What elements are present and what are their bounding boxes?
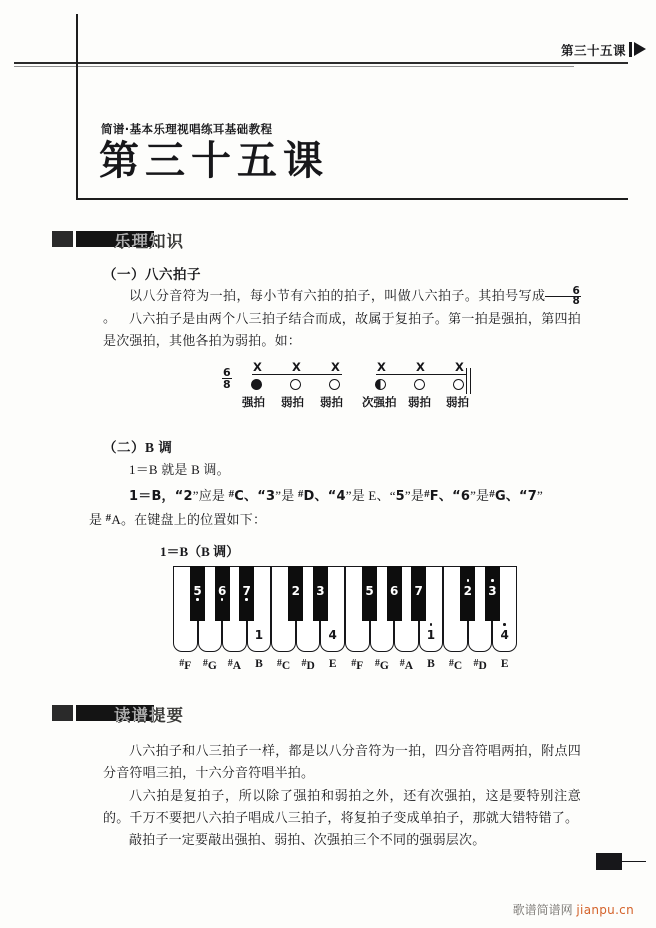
paragraph-six-eight-2: 八六拍子是由两个八三拍子结合而成，故属于复拍子。第一拍是强拍，第四拍是次强拍，其他各拍为弱拍。如： — [103, 311, 581, 348]
note-letter: C — [453, 660, 463, 672]
rhythm-beat-label: 弱拍 — [408, 395, 431, 409]
rhythm-diagram — [222, 360, 472, 416]
note-letter: F — [356, 660, 364, 672]
scale-degree: 6 — [460, 489, 471, 504]
paragraph-period: 。 — [103, 310, 117, 325]
rhythm-beat-label: 次强拍 — [362, 395, 397, 409]
note-letter: D — [478, 660, 487, 672]
scale-degree: 7 — [527, 489, 538, 504]
paragraph-b-key-2 — [103, 483, 595, 508]
sharp-sign: # — [105, 512, 112, 524]
scale-text-part: ”是 — [275, 488, 298, 503]
piano-key-number: 2 — [291, 584, 301, 598]
time-signature-numerator: 6 — [545, 287, 581, 297]
rhythm-stroke: X — [292, 360, 301, 374]
note-name: G、“ — [494, 489, 528, 504]
octave-dot — [196, 598, 199, 601]
header-rule — [14, 62, 628, 64]
sharp-sign: # — [227, 658, 233, 669]
note-name: F、“ — [429, 489, 461, 504]
rhythm-stroke: X — [455, 360, 464, 374]
sharp-sign: # — [448, 658, 454, 669]
sharp-sign: # — [424, 488, 430, 500]
sharp-sign: # — [297, 488, 304, 500]
rhythm-beat-label: 弱拍 — [446, 395, 469, 409]
scale-text-part: ” — [537, 488, 544, 503]
scale-degree: 3 — [265, 489, 276, 504]
sharp-sign: # — [399, 658, 405, 669]
scale-text-part: ”应是 — [192, 488, 229, 503]
title-frame-vertical-rule — [76, 14, 78, 200]
heading-block-small — [52, 705, 73, 721]
sharp-sign: # — [351, 658, 357, 669]
section-heading-label: 乐理知识 — [114, 232, 184, 251]
rhythm-note-weak — [414, 379, 425, 390]
rhythm-stroke: X — [377, 360, 386, 374]
footer-rule — [622, 861, 646, 862]
section-heading-score-reading — [52, 703, 232, 723]
note-name: C、“ — [234, 489, 266, 504]
paragraph-b-key-1: 1＝B 就是 B 调。 — [129, 462, 230, 477]
scale-text-part: 是 — [89, 512, 106, 527]
note-letter: D — [306, 660, 315, 672]
keyboard-caption: 1＝B（B 调） — [160, 544, 240, 559]
rhythm-beam — [252, 374, 342, 375]
note-letter: E — [328, 658, 337, 670]
title-frame-horizontal-rule — [76, 198, 628, 200]
octave-dot — [503, 623, 506, 626]
piano-key-number: 2 — [460, 584, 475, 598]
scale-degree: 5 — [395, 489, 405, 504]
rhythm-beat-label: 强拍 — [242, 395, 265, 409]
subsection-heading-b-key: （二）B 调 — [103, 440, 173, 455]
rhythm-note-strong — [251, 379, 262, 390]
rhythm-beat-label: 弱拍 — [281, 395, 304, 409]
note-letter: C — [281, 660, 291, 672]
sharp-sign: # — [489, 488, 495, 500]
octave-dot — [491, 579, 494, 582]
sharp-sign: # — [202, 658, 208, 669]
scale-text-part: ”是 E、“ — [345, 488, 396, 503]
octave-dot — [430, 623, 433, 626]
header-rule-thin — [14, 66, 574, 67]
section-heading-music-theory — [52, 229, 232, 249]
sharp-sign: # — [374, 658, 380, 669]
piano-key-label — [486, 658, 523, 670]
footer-block-mark — [596, 853, 622, 870]
running-header-title: 第三十五课 — [560, 43, 626, 58]
watermark-url: jianpu.cn — [576, 903, 634, 917]
footer-watermark — [513, 901, 634, 918]
note-letter: B — [255, 658, 263, 670]
paragraph-b-key-3 — [89, 507, 581, 531]
note-letter: B — [427, 658, 435, 670]
rhythm-barline — [470, 368, 471, 394]
time-signature-inline — [545, 287, 581, 306]
rhythm-time-signature-numerator: 6 — [223, 366, 231, 379]
sharp-sign: # — [276, 658, 282, 669]
piano-keyboard-diagram — [173, 566, 517, 672]
rhythm-beat-label: 弱拍 — [320, 395, 343, 409]
piano-key-number: 5 — [365, 584, 374, 598]
piano-key-number: 6 — [215, 584, 230, 598]
rhythm-stroke: X — [253, 360, 262, 374]
time-signature-denominator: 8 — [572, 295, 580, 307]
rhythm-barline — [466, 368, 467, 394]
scale-text-part: ”是 — [470, 488, 490, 503]
note-name: D、“ — [303, 489, 337, 504]
rhythm-note-weak — [329, 379, 340, 390]
note-letter: G — [379, 660, 389, 672]
rhythm-group-2 — [362, 360, 470, 416]
scale-degree: 4 — [336, 489, 346, 504]
scale-degree: 2 — [183, 489, 193, 504]
sharp-sign: # — [301, 658, 307, 669]
paragraph-score-1: 八六拍子和八三拍子一样，都是以八分音符为一拍，四分音符唱两拍，附点四分音符唱三拍，十六分音符唱半拍。 — [103, 743, 581, 780]
rhythm-note-weak — [453, 379, 464, 390]
paragraph-score-3: 敲拍子一定要敲出强拍、弱拍、次强拍三个不同的强弱层次。 — [129, 832, 486, 847]
piano-key-number: 5 — [190, 584, 205, 598]
sharp-sign: # — [179, 658, 185, 669]
piano-key-number: 4 — [328, 628, 337, 642]
piano-key-number: 4 — [492, 628, 517, 642]
rhythm-time-signature — [222, 367, 232, 390]
paragraph-text: 以八分音符为一拍，每小节有六拍的拍子，叫做八六拍子。其拍号写成 — [129, 288, 546, 303]
piano-key-number: 1 — [419, 628, 444, 642]
note-letter: A — [232, 660, 242, 672]
piano-key-number: 6 — [389, 584, 399, 598]
subsection-heading-six-eight: （一）八六拍子 — [103, 267, 201, 282]
note-letter: G — [207, 660, 217, 672]
section-heading-label: 读谱提要 — [114, 706, 184, 725]
piano-key-number: 3 — [316, 584, 325, 598]
book-subtitle: 简谱·基本乐理视唱练耳基础教程 — [101, 122, 273, 136]
note-letter: E — [500, 658, 509, 670]
sharp-sign: # — [473, 658, 479, 669]
rhythm-stroke: X — [416, 360, 425, 374]
sharp-sign: # — [228, 488, 235, 500]
piano-key-number: 7 — [414, 584, 423, 598]
scale-text-part: ”是 — [404, 488, 425, 503]
rhythm-stroke: X — [331, 360, 340, 374]
rhythm-beam — [376, 374, 466, 375]
rhythm-group-1 — [242, 360, 346, 416]
octave-dot — [467, 579, 470, 582]
heading-block-small — [52, 231, 73, 247]
scale-text-part: 1＝B，“ — [129, 489, 184, 504]
piano-key-number: 3 — [485, 584, 500, 598]
note-letter: A — [404, 660, 414, 672]
scale-text-part: A。在键盘上的位置如下： — [111, 512, 267, 527]
header-bar-mark — [629, 42, 632, 57]
octave-dot — [245, 598, 248, 601]
paragraph-score-2: 八六拍是复拍子，所以除了强拍和弱拍之外，还有次强拍，这是要特别注意的。千万不要把八六拍子唱成八三拍子，将复拍子变成单拍子，那就大错特错了。 — [103, 788, 581, 825]
note-letter: F — [184, 660, 192, 672]
rhythm-note-weak — [290, 379, 301, 390]
rhythm-note-secondary-strong — [375, 379, 386, 390]
piano-key-number: 7 — [239, 584, 254, 598]
page-title: 第三十五课 — [99, 138, 329, 184]
piano-key-number: 1 — [254, 628, 264, 642]
triangle-right-icon — [634, 42, 646, 56]
rhythm-time-signature-denominator: 8 — [223, 378, 231, 391]
watermark-site-name: 歌谱简谱网 — [512, 903, 573, 917]
